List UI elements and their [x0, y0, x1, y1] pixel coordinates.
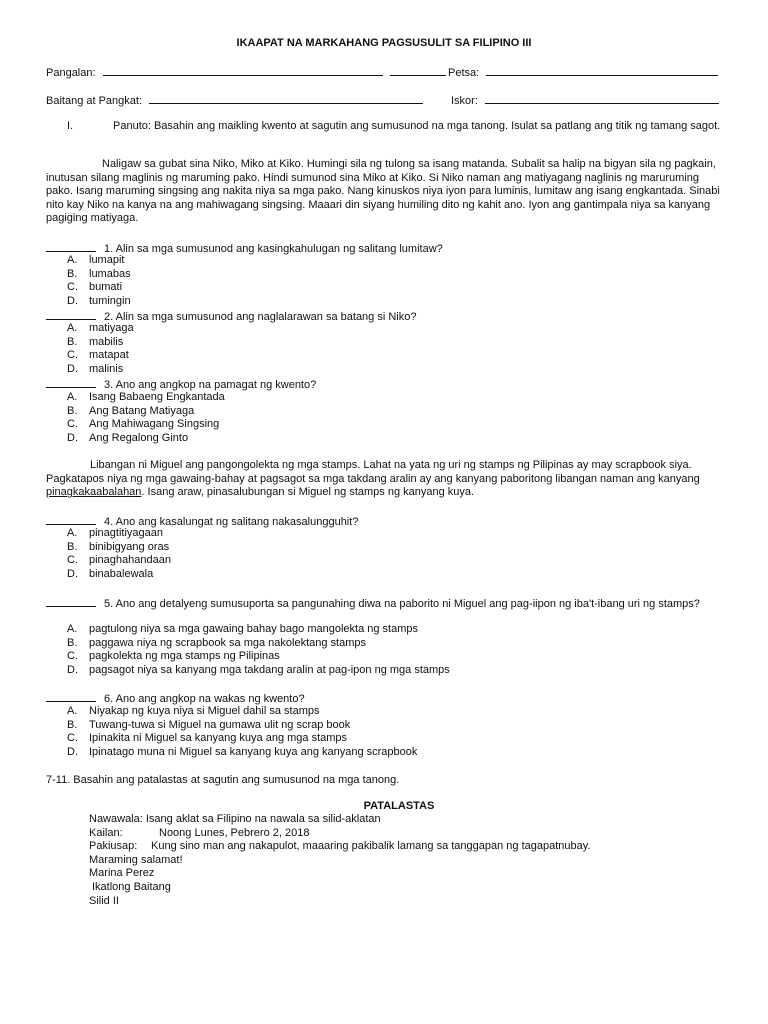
ad-pakiusap-label: Pakiusap:	[89, 840, 138, 853]
option-5b: B. paggawa niya ng scrapbook sa mga nakolektang stamps	[67, 636, 367, 649]
answer-blank-3[interactable]	[46, 377, 96, 388]
answer-blank-2[interactable]	[46, 309, 96, 320]
option-6b: B. Tuwang-tuwa si Miguel na gumawa ulit ng scrap book	[67, 718, 351, 731]
ad-salamat: Maraming salamat!	[89, 853, 183, 866]
option-1d: D. tumingin	[67, 294, 131, 307]
ad-pakiusap-value: Kung sino man ang nakapulot, maaaring pakibalik lamang sa tanggapan ng tagapatnubay.	[151, 840, 591, 853]
petsa-line	[486, 65, 718, 76]
answer-blank-1[interactable]	[46, 241, 96, 252]
answer-blank-6[interactable]	[46, 691, 96, 702]
option-3b: B. Ang Batang Matiyaga	[67, 404, 195, 417]
iskor-field	[451, 93, 719, 109]
option-6a: A. Niyakap ng kuya niya si Miguel dahil sa stamps	[67, 705, 320, 717]
ad-heading: PATALASTAS	[363, 800, 435, 812]
story-miguel	[46, 459, 728, 500]
ad-kailan-value: Noong Lunes, Pebrero 2, 2018	[159, 826, 310, 839]
option-2a: A. matiyaga	[67, 322, 134, 334]
baitang-field	[46, 93, 423, 109]
question-2-options	[67, 322, 707, 376]
option-5d: D. pagsagot niya sa kanyang mga takdang aralin at pag-ipon ng mga stamps	[67, 663, 450, 676]
option-4c: C. pinaghahandaan	[67, 554, 171, 567]
question-4-text: 4. Ano ang kasalungat ng salitang nakasalungguhit?	[104, 516, 359, 528]
story-miguel-text-b: . Isang araw, pinasalubungan si Miguel ng stamps ng kanyang kuya.	[141, 486, 475, 499]
option-1b: B. lumabas	[67, 267, 131, 280]
pangalan-line	[103, 65, 383, 76]
option-5a: A. pagtulong niya sa mga gawaing bahay bago mangolekta ng stamps	[67, 623, 419, 635]
question-1-text: 1. Alin sa mga sumusunod ang kasingkahulugan ng salitang lumitaw?	[104, 243, 443, 255]
underlined-word: pinagkakaabalahan	[46, 486, 142, 499]
iskor-line	[485, 93, 719, 104]
instructions: Panuto: Basahin ang maikling kwento at sagutin ang sumusunod na mga tanong. Isulat sa patlang ang titik ng tamang sagot.	[113, 120, 721, 132]
question-3-options	[67, 391, 707, 445]
ad-pakiusap	[89, 840, 709, 854]
question-1-options	[67, 254, 707, 308]
question-5	[46, 596, 736, 612]
exam-title: IKAAPAT NA MARKAHANG PAGSUSULIT SA FILIPINO III	[236, 37, 532, 49]
option-4d: D. binabalewala	[67, 567, 154, 580]
pangalan-line-2	[390, 65, 446, 76]
option-3c: C. Ang Mahiwagang Singsing	[67, 418, 220, 431]
option-4a: A. pinagtitiyagaan	[67, 527, 164, 539]
answer-blank-4[interactable]	[46, 514, 96, 525]
option-2c: C. matapat	[67, 349, 129, 362]
option-2d: D. malinis	[67, 362, 124, 375]
answer-blank-5[interactable]	[46, 596, 96, 607]
pangalan-field	[46, 65, 446, 81]
question-4-options	[67, 527, 707, 581]
question-6-options	[67, 705, 707, 759]
section-2-instructions: 7-11. Basahin ang patalastas at sagutin ang sumusunod na mga tanong.	[46, 774, 400, 786]
section-numeral: I.	[67, 120, 74, 132]
option-1a: A. lumapit	[67, 254, 125, 266]
option-3a: A. Isang Babaeng Engkantada	[67, 391, 225, 403]
ad-nawawala: Nawawala: Isang aklat sa Filipino na nawala sa silid-aklatan	[89, 813, 381, 825]
baitang-line	[149, 93, 423, 104]
iskor-label: Iskor:	[451, 95, 478, 107]
petsa-label: Petsa:	[448, 67, 480, 79]
story-niko: Naligaw sa gubat sina Niko, Miko at Kiko. Humingi sila ng tulong sa isang matanda. Subalit sa halip na bigyan sila ng pagkain, inutusan silang maglinis ng maruming pako. Hindi sumunod sina Miko at Kiko. Si Niko naman ang matiyagang naglinis ng maruruming pako. Isang maruming singsing ang nakita niya sa mga pako. Nang kinuskos niya iyon para luminis, lumitaw ang isang engkantada. Sinabi nito kay Niko na kanya na ang mahiwagang singsing. Maaari din siyang humiling dito ng kahit ano. Iyon ang gantimpala niya sa kanyang pagiging matiyaga.	[46, 158, 720, 225]
ad-room: Silid II	[89, 894, 119, 907]
pangalan-label: Pangalan:	[46, 67, 96, 79]
option-6c: C. Ipinakita ni Miguel sa kanyang kuya ang mga stamps	[67, 732, 348, 745]
option-1c: C. bumati	[67, 281, 123, 294]
ad-kailan-label: Kailan:	[89, 826, 123, 839]
option-6d: D. Ipinatago muna ni Miguel sa kanyang kuya ang kanyang scrapbook	[67, 745, 418, 758]
option-3d: D. Ang Regalong Ginto	[67, 431, 189, 444]
story-miguel-text-a: Libangan ni Miguel ang pangongolekta ng mga stamps. Lahat na yata ng uri ng stamps ng Pilipinas ay may scrapbook siya. Pagkatapos niya ng mga gawaing-bahay at pagsagot sa mga takdang aralin ay ang kanyang paboritong libangan naman ang kanyang	[46, 459, 700, 485]
question-2-text: 2. Alin sa mga sumusunod ang naglalarawan sa batang si Niko?	[104, 311, 417, 323]
question-5-text: 5. Ano ang detalyeng sumusuporta sa pangunahing diwa na paborito ni Miguel ang pag-iipon ng iba't-ibang uri ng stamps?	[104, 598, 700, 610]
baitang-label: Baitang at Pangkat:	[46, 95, 143, 107]
ad-kailan	[89, 827, 709, 841]
option-2b: B. mabilis	[67, 335, 124, 348]
option-5c: C. pagkolekta ng mga stamps ng Pilipinas	[67, 650, 280, 663]
option-4b: B. binibigyang oras	[67, 540, 170, 553]
petsa-field	[448, 65, 718, 81]
advertisement	[89, 813, 709, 908]
question-3-text: 3. Ano ang angkop na pamagat ng kwento?	[104, 379, 317, 391]
ad-grade: Ikatlong Baitang	[92, 880, 171, 893]
ad-name: Marina Perez	[89, 867, 155, 880]
question-6-text: 6. Ano ang angkop na wakas ng kwento?	[104, 693, 305, 705]
question-5-options	[67, 623, 707, 677]
